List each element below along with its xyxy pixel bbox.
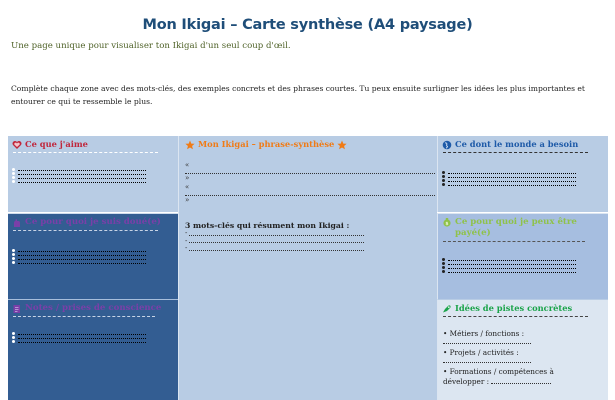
item-formations: • Formations / compétences à	[443, 367, 554, 376]
zone-ce-dont-le-monde-a-besoin	[437, 136, 608, 212]
star-icon	[185, 140, 195, 150]
notes-icon	[12, 304, 22, 314]
zone-idees-de-pistes	[437, 299, 608, 400]
instructions-paragraph: Complète chaque zone avec des mots-clés, des exemples concrets et des phrases courtes. Tu peux ensuite surligner les idées les plus importantes et entourer ce qui te ressemble le plus.	[11, 84, 585, 106]
zone-title: Ce pour quoi je peux être payé(e)	[455, 217, 577, 238]
bullet-list	[438, 257, 608, 273]
item-developper[interactable]	[438, 377, 608, 387]
open-quote: «	[185, 183, 190, 191]
fill-line[interactable]	[438, 339, 608, 348]
keyword-line[interactable]	[179, 238, 437, 246]
fill-line[interactable]	[12, 179, 178, 183]
close-quote: »	[185, 174, 190, 182]
title-underline	[13, 230, 158, 231]
item-metiers: • Métiers / fonctions :	[443, 329, 525, 338]
bullet-list	[8, 248, 178, 264]
heart-icon	[12, 140, 22, 150]
keywords-heading: 3 mots-clés qui résument mon Ikigai :	[185, 221, 350, 230]
star-icon	[337, 140, 347, 150]
zone-ce-pour-quoi-je-suis-doue	[8, 213, 178, 299]
money-bag-icon	[442, 217, 452, 227]
title-underline	[13, 316, 155, 317]
zone-title: Mon Ikigai – phrase-synthèse	[198, 139, 335, 149]
item-projets: • Projets / activités :	[443, 348, 519, 357]
hand-icon	[12, 218, 22, 228]
title-underline	[443, 152, 588, 153]
zone-title: Notes / prises de conscience	[25, 303, 162, 313]
zone-ce-pour-quoi-je-peux-etre-paye	[437, 213, 608, 299]
fill-line[interactable]	[442, 182, 608, 186]
open-quote: «	[185, 161, 190, 169]
page-title: Mon Ikigai – Carte synthèse (A4 paysage)	[142, 17, 473, 33]
zone-notes	[8, 299, 178, 400]
svg-text:$: $	[445, 221, 449, 227]
zone-title: Ce que j'aime	[25, 139, 88, 149]
close-quote: »	[185, 196, 190, 204]
page-subtitle: Une page unique pour visualiser ton Ikigai d'un seul coup d'œil.	[11, 41, 291, 51]
title-underline	[13, 152, 158, 153]
title-underline	[443, 241, 585, 242]
keyword-line[interactable]	[179, 245, 437, 253]
dash: -	[185, 236, 188, 245]
bullet-list	[8, 167, 178, 183]
globe-icon	[442, 140, 452, 150]
fill-line[interactable]	[442, 269, 608, 273]
bullet-list	[8, 331, 178, 343]
dash: -	[185, 229, 188, 237]
zone-phrase-synthese	[178, 136, 437, 400]
zone-title: Ce pour quoi je suis doué(e)	[25, 217, 161, 227]
bullet-list	[438, 170, 608, 186]
zone-ce-que-jaime	[8, 136, 178, 212]
label: développer :	[443, 377, 490, 386]
fill-line[interactable]	[12, 339, 178, 343]
dash: -	[185, 244, 188, 253]
fill-line[interactable]	[438, 358, 608, 367]
ikigai-grid	[8, 136, 608, 400]
zone-title: Ce dont le monde a besoin	[455, 139, 579, 149]
rocket-icon	[442, 304, 452, 314]
fill-line[interactable]	[12, 260, 178, 264]
zone-title: Idées de pistes concrètes	[455, 303, 573, 313]
keyword-line[interactable]	[179, 230, 437, 238]
